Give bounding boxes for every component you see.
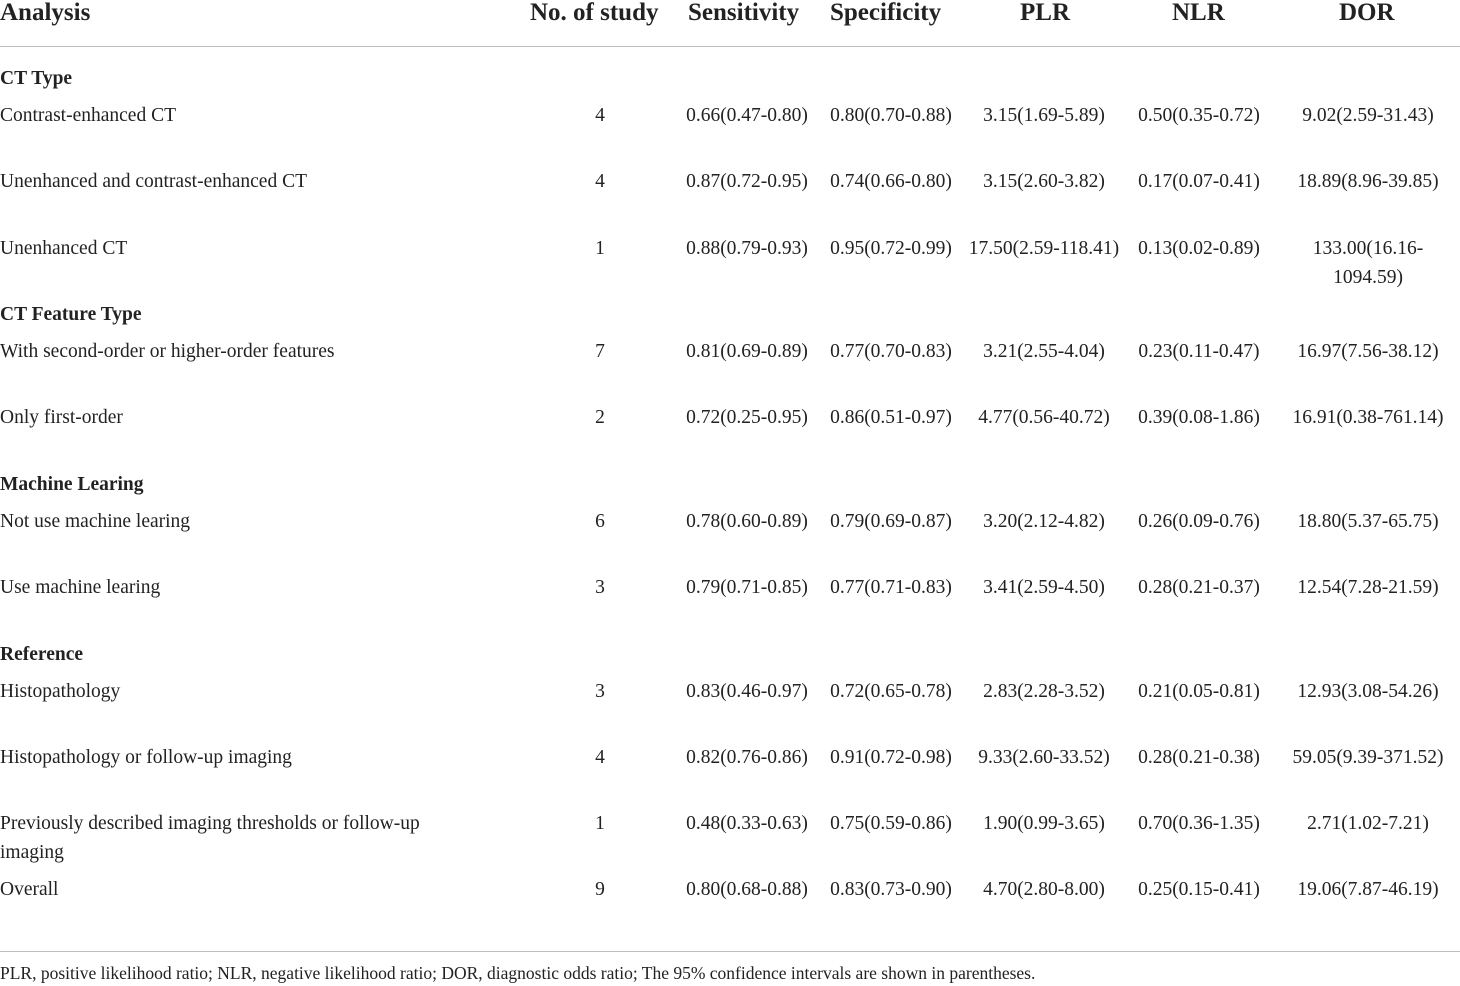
header-no-of-study: No. of study bbox=[530, 0, 659, 26]
nlr-cell: 0.28(0.21-0.37) bbox=[1138, 577, 1260, 598]
nlr-cell: 0.50(0.35-0.72) bbox=[1138, 105, 1260, 126]
row-label: Use machine learing bbox=[0, 577, 161, 598]
section-heading: Machine Learing bbox=[0, 474, 144, 495]
plr-cell: 2.83(2.28-3.52) bbox=[983, 681, 1105, 702]
sensitivity-cell: 0.79(0.71-0.85) bbox=[686, 577, 808, 598]
study-count-cell: 4 bbox=[595, 105, 605, 126]
plr-cell: 3.21(2.55-4.04) bbox=[983, 341, 1105, 362]
specificity-cell: 0.80(0.70-0.88) bbox=[830, 105, 952, 126]
nlr-cell: 0.39(0.08-1.86) bbox=[1138, 407, 1260, 428]
header-rule bbox=[0, 46, 1460, 47]
header-nlr: NLR bbox=[1172, 0, 1225, 26]
sensitivity-cell: 0.83(0.46-0.97) bbox=[686, 681, 808, 702]
sensitivity-cell: 0.78(0.60-0.89) bbox=[686, 511, 808, 532]
study-count-cell: 1 bbox=[595, 238, 605, 259]
row-label: Contrast-enhanced CT bbox=[0, 105, 176, 126]
study-count-cell: 6 bbox=[595, 511, 605, 532]
specificity-cell: 0.77(0.71-0.83) bbox=[830, 577, 952, 598]
header-dor: DOR bbox=[1339, 0, 1395, 26]
dor-cell: 16.91(0.38-761.14) bbox=[1292, 407, 1444, 428]
nlr-cell: 0.25(0.15-0.41) bbox=[1138, 879, 1260, 900]
dor-cell: 9.02(2.59-31.43) bbox=[1302, 105, 1434, 126]
plr-cell: 4.77(0.56-40.72) bbox=[978, 407, 1110, 428]
header-analysis: Analysis bbox=[0, 0, 91, 26]
section-heading: CT Feature Type bbox=[0, 304, 142, 325]
study-count-cell: 9 bbox=[595, 879, 605, 900]
sensitivity-cell: 0.81(0.69-0.89) bbox=[686, 341, 808, 362]
nlr-cell: 0.17(0.07-0.41) bbox=[1138, 171, 1260, 192]
row-label: Previously described imaging thresholds or follow-up imaging bbox=[0, 813, 420, 863]
section-heading: CT Type bbox=[0, 68, 73, 89]
sensitivity-cell: 0.48(0.33-0.63) bbox=[686, 813, 808, 834]
table-footnote: PLR, positive likelihood ratio; NLR, negative likelihood ratio; DOR, diagnostic odds ratio; The 95% confidence intervals are shown in parentheses. bbox=[0, 963, 1036, 983]
specificity-cell: 0.83(0.73-0.90) bbox=[830, 879, 952, 900]
plr-cell: 3.41(2.59-4.50) bbox=[983, 577, 1105, 598]
plr-cell: 9.33(2.60-33.52) bbox=[978, 747, 1110, 768]
row-label: Only first-order bbox=[0, 407, 123, 428]
study-count-cell: 1 bbox=[595, 813, 605, 834]
dor-cell: 16.97(7.56-38.12) bbox=[1297, 341, 1439, 362]
specificity-cell: 0.77(0.70-0.83) bbox=[830, 341, 952, 362]
nlr-cell: 0.28(0.21-0.38) bbox=[1138, 747, 1260, 768]
row-label: Unenhanced CT bbox=[0, 238, 128, 259]
row-label: Overall bbox=[0, 879, 59, 900]
specificity-cell: 0.86(0.51-0.97) bbox=[830, 407, 952, 428]
nlr-cell: 0.26(0.09-0.76) bbox=[1138, 511, 1260, 532]
plr-cell: 1.90(0.99-3.65) bbox=[983, 813, 1105, 834]
dor-cell: 59.05(9.39-371.52) bbox=[1292, 747, 1444, 768]
study-count-cell: 4 bbox=[595, 747, 605, 768]
study-count-cell: 7 bbox=[595, 341, 605, 362]
study-count-cell: 3 bbox=[595, 681, 605, 702]
row-label: With second-order or higher-order features bbox=[0, 341, 335, 362]
nlr-cell: 0.23(0.11-0.47) bbox=[1138, 341, 1260, 362]
nlr-cell: 0.21(0.05-0.81) bbox=[1138, 681, 1260, 702]
specificity-cell: 0.91(0.72-0.98) bbox=[830, 747, 952, 768]
row-label: Unenhanced and contrast-enhanced CT bbox=[0, 171, 307, 192]
sensitivity-cell: 0.82(0.76-0.86) bbox=[686, 747, 808, 768]
dor-cell: 12.93(3.08-54.26) bbox=[1297, 681, 1439, 702]
header-specificity: Specificity bbox=[830, 0, 942, 26]
specificity-cell: 0.75(0.59-0.86) bbox=[830, 813, 952, 834]
footer-rule bbox=[0, 951, 1460, 952]
specificity-cell: 0.79(0.69-0.87) bbox=[830, 511, 952, 532]
row-label: Histopathology bbox=[0, 681, 121, 702]
dor-cell: 18.89(8.96-39.85) bbox=[1297, 171, 1439, 192]
sensitivity-cell: 0.80(0.68-0.88) bbox=[686, 879, 808, 900]
sensitivity-cell: 0.66(0.47-0.80) bbox=[686, 105, 808, 126]
dor-cell: 133.00(16.16-1094.59) bbox=[1312, 238, 1424, 288]
header-plr: PLR bbox=[1020, 0, 1070, 26]
header-sensitivity: Sensitivity bbox=[688, 0, 800, 26]
nlr-cell: 0.13(0.02-0.89) bbox=[1138, 238, 1260, 259]
study-count-cell: 2 bbox=[595, 407, 605, 428]
dor-cell: 12.54(7.28-21.59) bbox=[1297, 577, 1439, 598]
row-label: Histopathology or follow-up imaging bbox=[0, 747, 292, 768]
sensitivity-cell: 0.87(0.72-0.95) bbox=[686, 171, 808, 192]
plr-cell: 3.15(2.60-3.82) bbox=[983, 171, 1105, 192]
plr-cell: 17.50(2.59-118.41) bbox=[968, 238, 1120, 259]
dor-cell: 18.80(5.37-65.75) bbox=[1297, 511, 1439, 532]
plr-cell: 3.20(2.12-4.82) bbox=[983, 511, 1105, 532]
nlr-cell: 0.70(0.36-1.35) bbox=[1138, 813, 1260, 834]
sensitivity-cell: 0.72(0.25-0.95) bbox=[686, 407, 808, 428]
study-count-cell: 4 bbox=[595, 171, 605, 192]
plr-cell: 4.70(2.80-8.00) bbox=[983, 879, 1105, 900]
study-count-cell: 3 bbox=[595, 577, 605, 598]
plr-cell: 3.15(1.69-5.89) bbox=[983, 105, 1105, 126]
specificity-cell: 0.72(0.65-0.78) bbox=[830, 681, 952, 702]
section-heading: Reference bbox=[0, 644, 83, 665]
dor-cell: 19.06(7.87-46.19) bbox=[1297, 879, 1439, 900]
specificity-cell: 0.74(0.66-0.80) bbox=[830, 171, 952, 192]
sensitivity-cell: 0.88(0.79-0.93) bbox=[686, 238, 808, 259]
dor-cell: 2.71(1.02-7.21) bbox=[1307, 813, 1429, 834]
row-label: Not use machine learing bbox=[0, 511, 191, 532]
specificity-cell: 0.95(0.72-0.99) bbox=[830, 238, 952, 259]
